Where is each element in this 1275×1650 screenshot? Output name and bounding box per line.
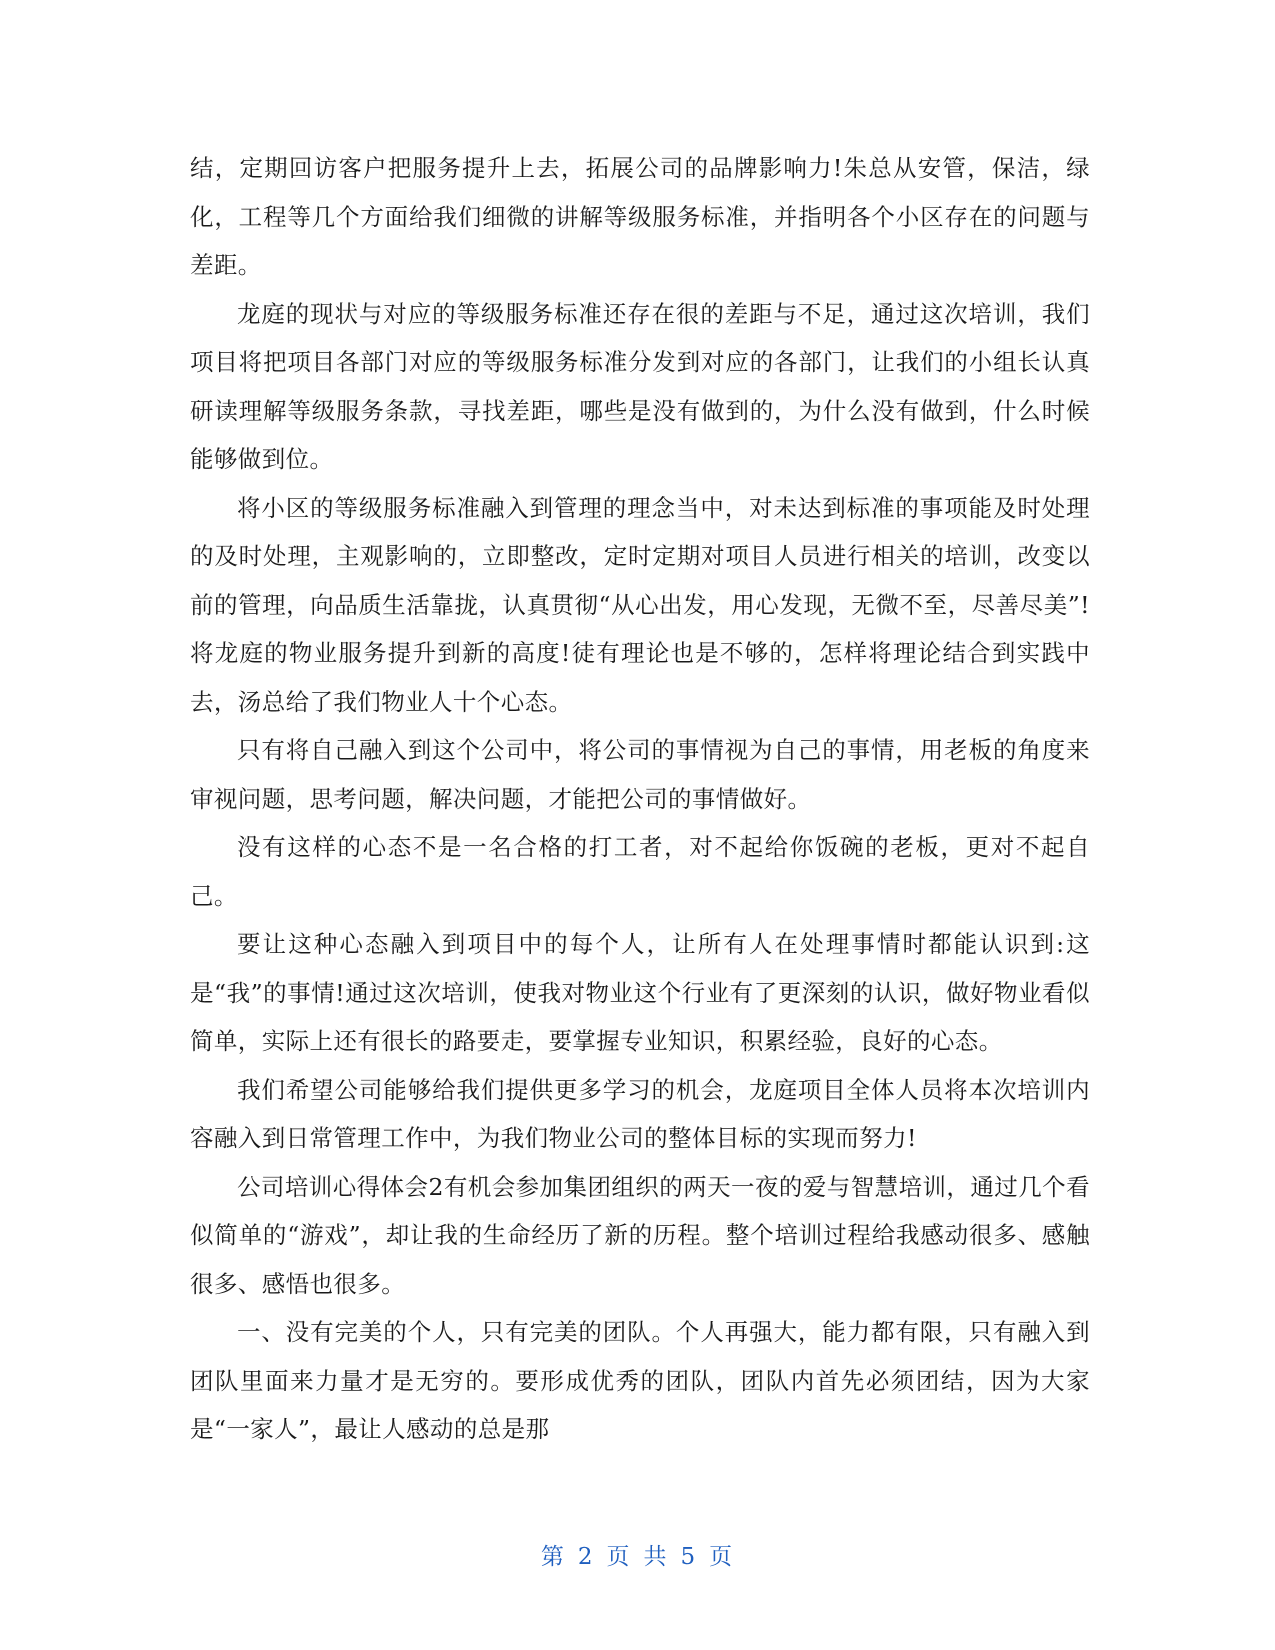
paragraph: 公司培训心得体会2有机会参加集团组织的两天一夜的爱与智慧培训，通过几个看似简单的“游戏”，却让我的生命经历了新的历程。整个培训过程给我感动很多、感触很多、感悟也很多。 [190,1172,1090,1298]
paragraph: 将小区的等级服务标准融入到管理的理念当中，对未达到标准的事项能及时处理的及时处理，主观影响的，立即整改，定时定期对项目人员进行相关的培训，改变以前的管理，向品质生活靠拢，认真贯彻“从心出发，用心发现，无微不至，尽善尽美”!将龙庭的物业服务提升到新的高度!徒有理论也是不够的，怎样将理论结合到实践中去，汤总给了我们物业人十个心态。 [190,493,1090,716]
footer-total-pages: 5 [680,1544,698,1570]
footer-label-page-unit: 页 [606,1544,632,1570]
paragraph-continuation: 结，定期回访客户把服务提升上去，拓展公司的品牌影响力!朱总从安管，保洁，绿化，工程等几个方面给我们细微的讲解等级服务标准，并指明各个小区存在的问题与差距。 [190,154,1090,279]
footer-label-total-unit: 页 [709,1544,735,1570]
paragraph: 一、没有完美的个人，只有完美的团队。个人再强大，能力都有限，只有融入到团队里面来力量才是无穷的。要形成优秀的团队，团队内首先必须团结，因为大家是“一家人”，最让人感动的总是那 [190,1318,1090,1443]
paragraph: 只有将自己融入到这个公司中，将公司的事情视为自己的事情，用老板的角度来审视问题，思考问题，解决问题，才能把公司的事情做好。 [190,736,1090,813]
paragraph: 我们希望公司能够给我们提供更多学习的机会，龙庭项目全体人员将本次培训内容融入到日常管理工作中，为我们物业公司的整体目标的实现而努力! [190,1075,1090,1152]
paragraph: 龙庭的现状与对应的等级服务标准还存在很的差距与不足，通过这次培训，我们项目将把项目各部门对应的等级服务标准分发到对应的各部门，让我们的小组长认真研读理解等级服务条款，寻找差距，哪些是没有做到的，为什么没有做到，什么时候能够做到位。 [190,299,1090,473]
footer-label-total: 共 [643,1544,669,1570]
footer-label-page: 第 [540,1544,566,1570]
paragraph: 没有这样的心态不是一名合格的打工者，对不起给你饭碗的老板，更对不起自己。 [190,833,1090,910]
document-body [190,144,1090,1454]
page-number-footer [0,1538,1275,1571]
footer-current-page: 2 [577,1544,595,1570]
paragraph: 要让这种心态融入到项目中的每个人，让所有人在处理事情时都能认识到:这是“我”的事情!通过这次培训，使我对物业这个行业有了更深刻的认识，做好物业看似简单，实际上还有很长的路要走，要掌握专业知识，积累经验，良好的心态。 [190,930,1090,1055]
